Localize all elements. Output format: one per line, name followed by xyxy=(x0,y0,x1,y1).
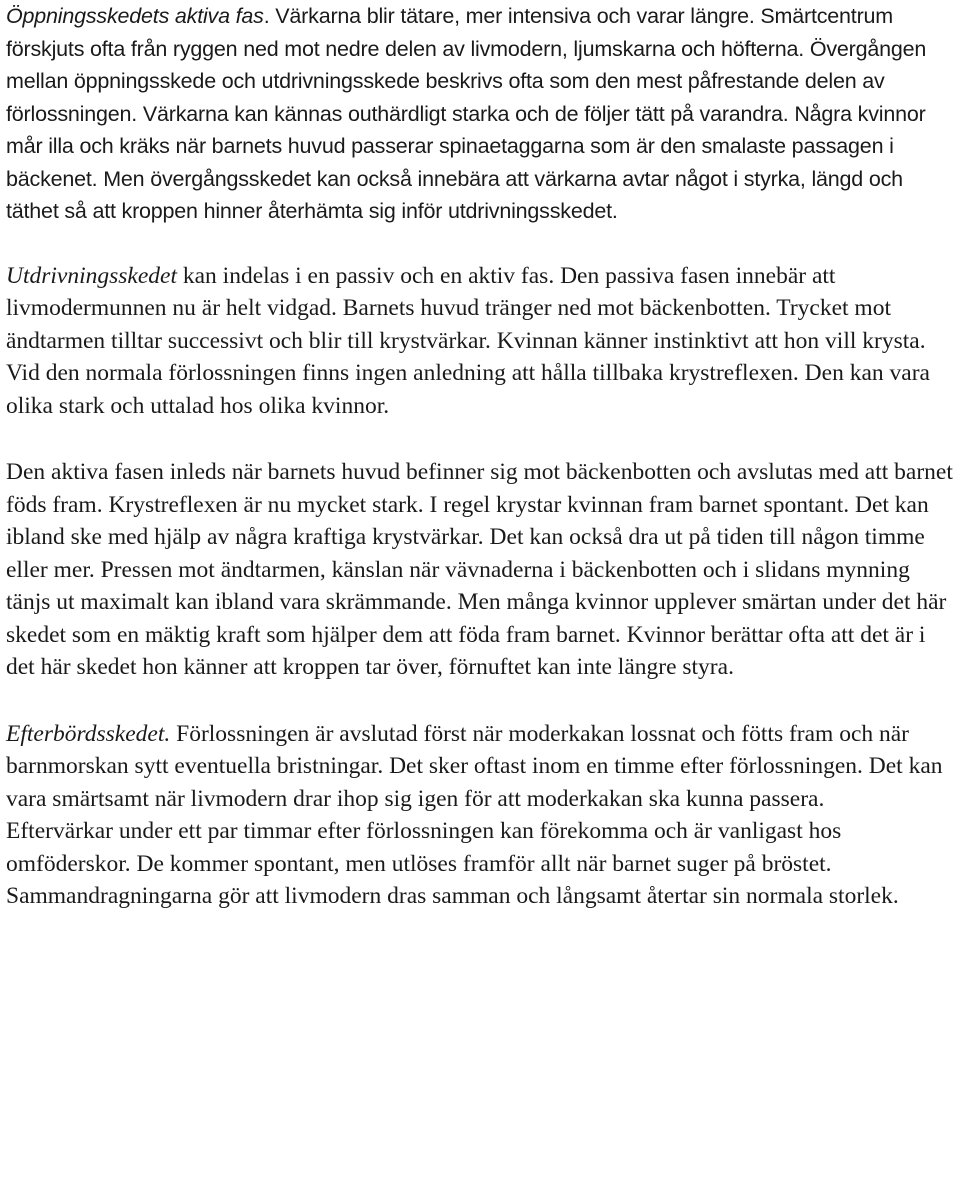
paragraph-spacer xyxy=(6,684,956,718)
paragraph-expulsion-stage xyxy=(6,260,956,423)
term-expulsion-stage: Utdrivningsskedet xyxy=(6,262,177,289)
term-afterbirth-stage: Efterbördsskedet. xyxy=(6,720,171,747)
paragraph-text: Den aktiva fasen inleds när barnets huvud befinner sig mot bäckenbotten och avslutas med att barnet föds fram. Krystreflexen är nu mycket stark. I regel krystar kvinnan fram barnet spontant. Det kan ibland ske med hjälp av några kraftiga krystvärkar. Det kan också dra ut på tiden till någon timme eller mer. Pressen mot ändtarmen, känslan när vävnaderna i bäckenbotten och i slidans mynning tänjs ut maximalt kan ibland vara skrämmande. Men många kvinnor upplever smärtan under det här skedet som en mäktig kraft som hjälper dem att föda fram barnet. Kvinnor berättar ofta att det är i det här skedet hon känner att kroppen tar över, förnuftet kan inte längre styra. xyxy=(6,459,953,680)
term-opening-phase: Öppningsskedets aktiva fas xyxy=(6,4,264,28)
paragraph-active-phase xyxy=(6,456,956,684)
paragraph-text: Förlossningen är avslutad först när moderkakan lossnat och fötts fram och när barnmorskan sytt eventuella bristningar. Det sker oftast inom en timme efter förlossningen. Det kan vara smärtsamt när livmodern drar ihop sig igen för att moderkakan ska kunna passera. xyxy=(6,720,943,812)
paragraph-afterpains xyxy=(6,815,956,913)
paragraph-spacer xyxy=(6,228,956,260)
paragraph-spacer xyxy=(6,422,956,456)
paragraph-text: . Värkarna blir tätare, mer intensiva och varar längre. Smärtcentrum förskjuts ofta från ryggen ned mot nedre delen av livmodern, ljumskarna och höfterna. Övergången mellan öppningsskede och utdrivningsskede beskrivs ofta som den mest påfrestande delen av förlossningen. Värkarna kan kännas outhärdligt starka och de följer tätt på varandra. Några kvinnor mår illa och kräks när barnets huvud passerar spinaetaggarna som är den smalaste passagen i bäckenet. Men övergångsskedet kan också innebära att värkarna avtar något i styrka, längd och täthet så att kroppen hinner återhämta sig inför utdrivningsskedet. xyxy=(6,4,927,223)
paragraph-afterbirth-stage xyxy=(6,718,956,816)
paragraph-text: Eftervärkar under ett par timmar efter förlossningen kan förekomma och är vanligast hos omföderskor. De kommer spontant, men utlöses framför allt när barnet suger på bröstet. Sammandragningarna gör att livmodern dras samman och långsamt återtar sin normala storlek. xyxy=(6,818,899,909)
paragraph-active-opening-phase xyxy=(6,0,956,228)
document-page xyxy=(6,0,956,913)
paragraph-text: kan indelas i en passiv och en aktiv fas. Den passiva fasen innebär att livmodermunnen nu är helt vidgad. Barnets huvud tränger ned mot bäckenbotten. Trycket mot ändtarmen tilltar successivt och blir till krystvärkar. Kvinnan känner instinktivt att hon vill krysta. Vid den normala förlossningen finns ingen anledning att hålla tillbaka krystreflexen. Den kan vara olika stark och uttalad hos olika kvinnor. xyxy=(6,262,930,419)
